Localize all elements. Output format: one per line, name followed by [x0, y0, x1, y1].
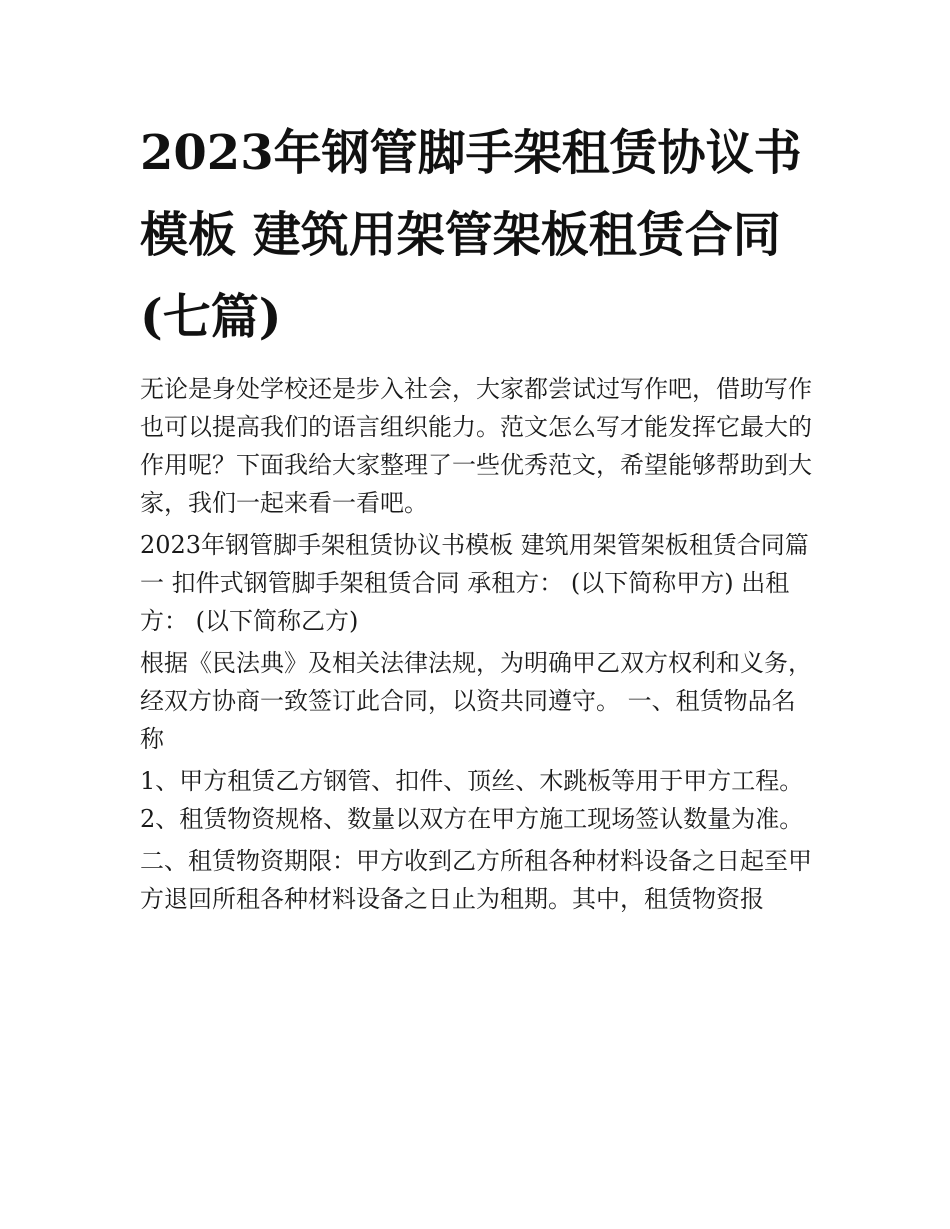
- paragraph-intro: 无论是身处学校还是步入社会，大家都尝试过写作吧，借助写作也可以提高我们的语言组织能力。范文怎么写才能发挥它最大的作用呢？下面我给大家整理了一些优秀范文，希望能够帮助到大家，我们一起来看一看吧。: [140, 375, 812, 517]
- document-body: [140, 370, 816, 918]
- paragraph-rental-items: 1、甲方租赁乙方钢管、扣件、顶丝、木跳板等用于甲方工程。 2、租赁物资规格、数量以双方在甲方施工现场签认数量为准。: [140, 767, 804, 833]
- document-title: 2023年钢管脚手架租赁协议书模板 建筑用架管架板租赁合同(七篇): [140, 125, 802, 345]
- paragraph-legal-basis: 根据《民法典》及相关法律法规，为明确甲乙双方权利和义务，经双方协商一致签订此合同，以资共同遵守。 一、租赁物品名称: [140, 649, 812, 753]
- paragraph-contract-heading: 2023年钢管脚手架租赁协议书模板 建筑用架管架板租赁合同篇一 扣件式钢管脚手架租赁合同 承租方： (以下简称甲方) 出租方： (以下简称乙方): [140, 531, 809, 635]
- paragraph-rental-period: 二、租赁物资期限：甲方收到乙方所租各种材料设备之日起至甲方退回所租各种材料设备之日止为租期。其中，租赁物资报: [140, 847, 812, 913]
- document-page: [140, 112, 816, 922]
